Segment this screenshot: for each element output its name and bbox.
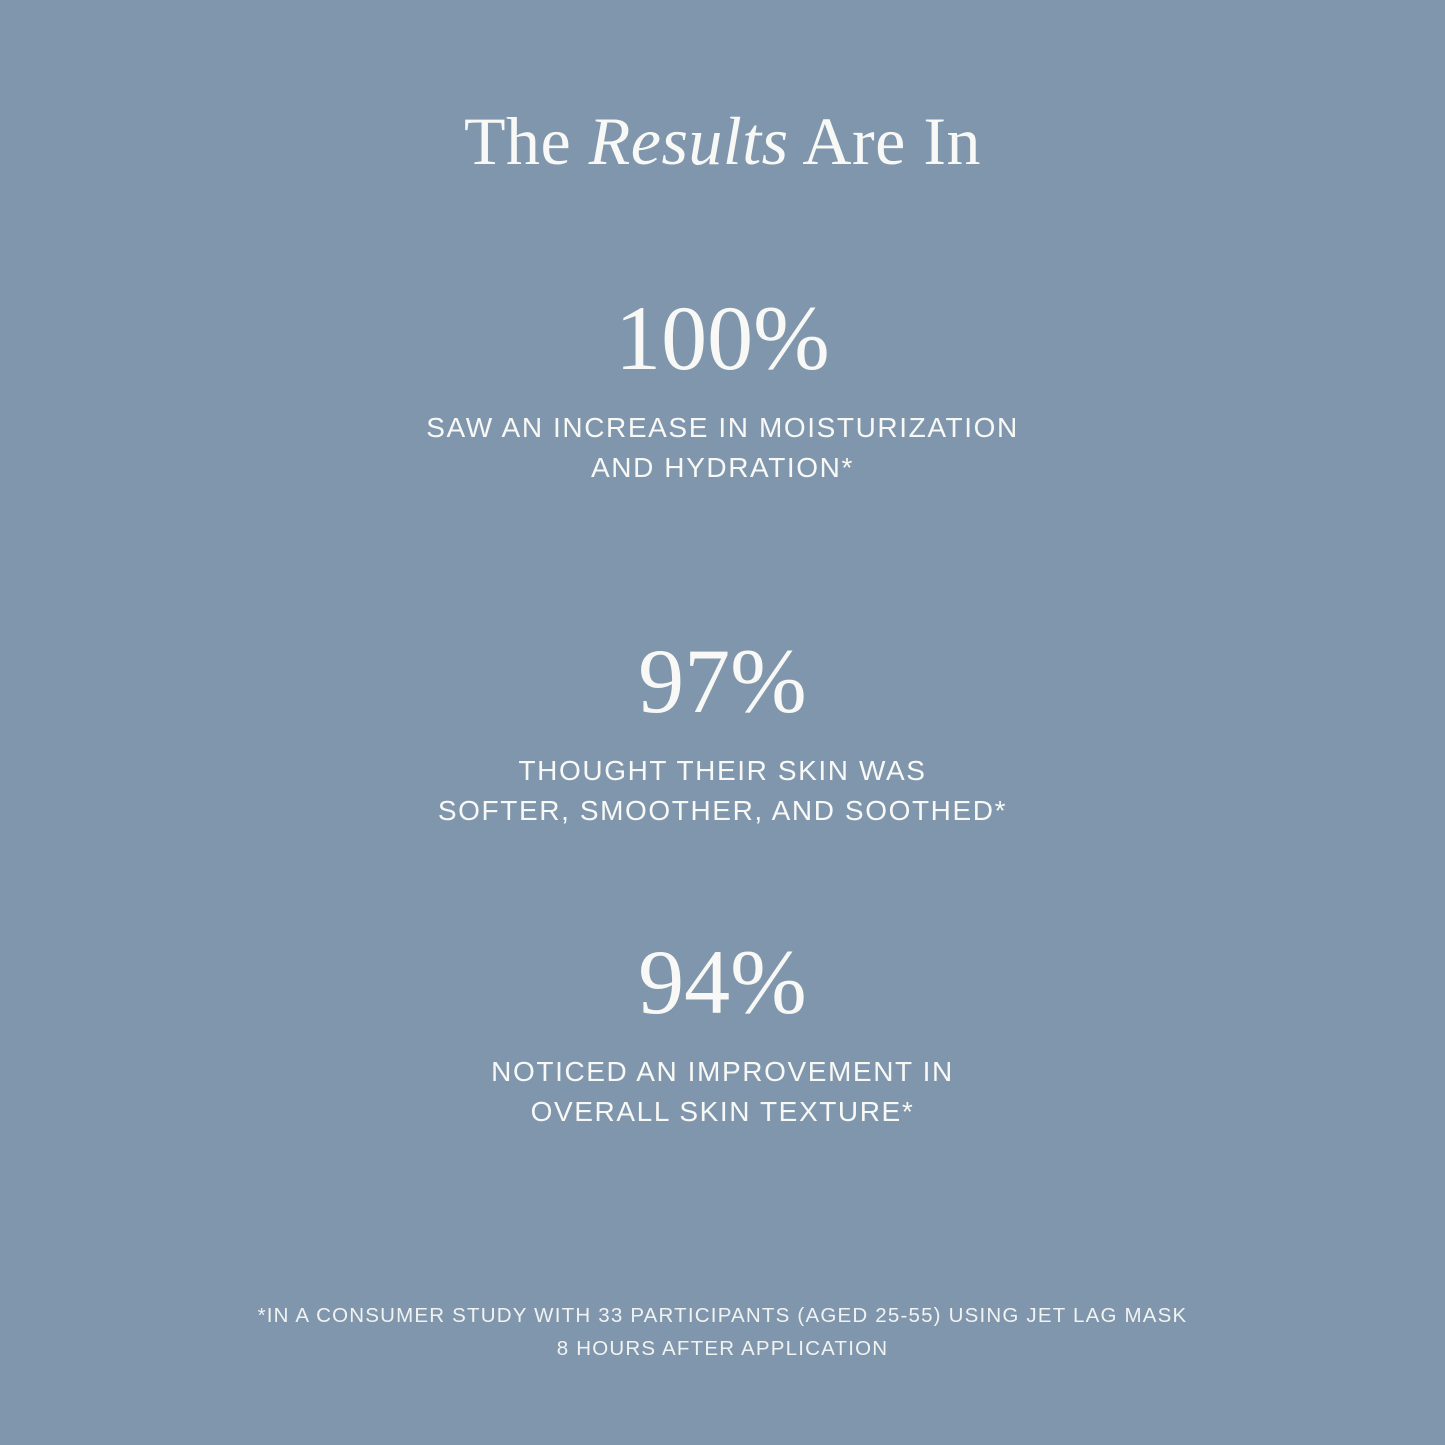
- stat-block-skin-texture: [491, 930, 954, 1132]
- study-footnote: [0, 1299, 1445, 1365]
- stat-description-line: NOTICED AN IMPROVEMENT IN: [491, 1055, 954, 1087]
- stat-description-line: SOFTER, SMOOTHER, AND SOOTHED*: [437, 794, 1008, 826]
- page-title: [464, 104, 981, 179]
- stat-description-line: THOUGHT THEIR SKIN WAS: [518, 755, 927, 787]
- stat-description-line: OVERALL SKIN TEXTURE*: [530, 1095, 915, 1127]
- stat-description-line: SAW AN INCREASE IN MOISTURIZATION: [426, 412, 1019, 444]
- study-footnote-line: 8 HOURS AFTER APPLICATION: [556, 1336, 889, 1360]
- stat-value: 94%: [638, 930, 807, 1033]
- stat-block-moisturization: [426, 286, 1019, 488]
- stat-value: 97%: [638, 629, 807, 732]
- page-title-emphasis: Results: [588, 103, 789, 179]
- stat-description-line: AND HYDRATION*: [590, 451, 854, 483]
- page-title-suffix: Are In: [788, 103, 981, 179]
- page-title-prefix: The: [464, 103, 589, 179]
- stat-description: [491, 1052, 954, 1132]
- stat-block-softer-smoother: [437, 629, 1008, 831]
- study-footnote-line: *IN A CONSUMER STUDY WITH 33 PARTICIPANTS (AGED 25-55) USING JET LAG MASK: [257, 1303, 1188, 1327]
- stat-description: [438, 751, 1007, 831]
- stat-value: 100%: [615, 286, 830, 389]
- stat-description: [426, 408, 1019, 488]
